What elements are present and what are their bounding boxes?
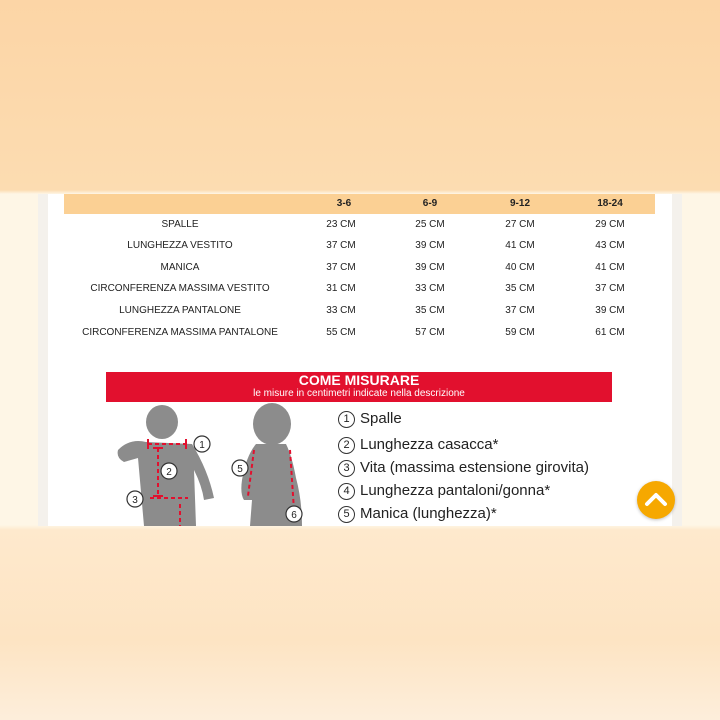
- row-label: CIRCONFERENZA MASSIMA PANTALONE: [82, 327, 278, 338]
- measure-step: [338, 505, 497, 523]
- table-cell: 39 CM: [415, 262, 445, 273]
- step-number: 3: [338, 460, 355, 477]
- guide-title: COME MISURARE: [298, 372, 420, 388]
- step-label: Lunghezza pantaloni/gonna*: [360, 482, 551, 499]
- table-cell: 41 CM: [505, 240, 535, 251]
- step-number: 1: [338, 411, 355, 428]
- measure-guide-banner: [106, 370, 612, 402]
- table-row: [64, 257, 655, 278]
- row-label: CIRCONFERENZA MASSIMA VESTITO: [90, 283, 270, 294]
- table-cell: 25 CM: [415, 219, 445, 230]
- table-cell: 37 CM: [326, 240, 356, 251]
- measure-step: [338, 482, 550, 500]
- step-label: Vita (massima estensione girovita): [360, 459, 589, 476]
- table-cell: 33 CM: [415, 283, 445, 294]
- table-cell: 59 CM: [505, 327, 535, 338]
- size-table-header: [64, 194, 655, 214]
- measure-step: [338, 459, 589, 477]
- table-cell: 23 CM: [326, 219, 356, 230]
- panel-left-edge: [38, 194, 48, 526]
- table-cell: 37 CM: [326, 262, 356, 273]
- row-label: LUNGHEZZA PANTALONE: [119, 305, 241, 316]
- table-cell: 33 CM: [326, 305, 356, 316]
- table-cell: 27 CM: [505, 219, 535, 230]
- table-cell: 39 CM: [595, 305, 625, 316]
- figure-marker-1: 1: [199, 440, 205, 451]
- step-number: 2: [338, 437, 355, 454]
- table-cell: 31 CM: [326, 283, 356, 294]
- step-label: Lunghezza casacca*: [360, 436, 499, 453]
- size-column-header: 18-24: [597, 198, 623, 209]
- table-cell: 37 CM: [595, 283, 625, 294]
- table-row: [64, 214, 655, 235]
- row-label: MANICA: [160, 262, 200, 273]
- guide-subtitle: le misure in centimetri indicate nella descrizione: [253, 388, 465, 399]
- row-label: LUNGHEZZA VESTITO: [127, 240, 233, 251]
- step-number: 4: [338, 483, 355, 500]
- size-column-header: 3-6: [336, 198, 352, 209]
- figure-marker-5: 5: [237, 464, 243, 475]
- step-label: Spalle: [360, 410, 402, 427]
- chevron-up-icon: [637, 481, 675, 519]
- table-cell: 29 CM: [595, 219, 625, 230]
- scroll-to-top-button[interactable]: [637, 481, 675, 519]
- table-cell: 43 CM: [595, 240, 625, 251]
- table-row: [64, 278, 655, 299]
- size-column-header: 9-12: [509, 198, 530, 209]
- table-cell: 61 CM: [595, 327, 625, 338]
- table-cell: 35 CM: [415, 305, 445, 316]
- table-row: [64, 322, 655, 343]
- panel-right-edge: [672, 194, 682, 526]
- measure-step: [338, 410, 402, 428]
- figure-marker-6: 6: [291, 510, 297, 521]
- table-cell: 40 CM: [505, 262, 535, 273]
- size-column-header: 6-9: [422, 198, 438, 209]
- table-cell: 35 CM: [505, 283, 535, 294]
- table-cell: 57 CM: [415, 327, 445, 338]
- row-label: SPALLE: [161, 219, 199, 230]
- figure-marker-3: 3: [132, 495, 138, 506]
- table-cell: 55 CM: [326, 327, 356, 338]
- table-row: [64, 300, 655, 321]
- figure-marker-2: 2: [166, 467, 172, 478]
- table-cell: 39 CM: [415, 240, 445, 251]
- table-row: [64, 235, 655, 256]
- table-cell: 37 CM: [505, 305, 535, 316]
- table-cell: 41 CM: [595, 262, 625, 273]
- child-silhouettes-illustration: [110, 400, 320, 526]
- measure-step: [338, 436, 498, 454]
- step-number: 5: [338, 506, 355, 523]
- step-label: Manica (lunghezza)*: [360, 505, 497, 522]
